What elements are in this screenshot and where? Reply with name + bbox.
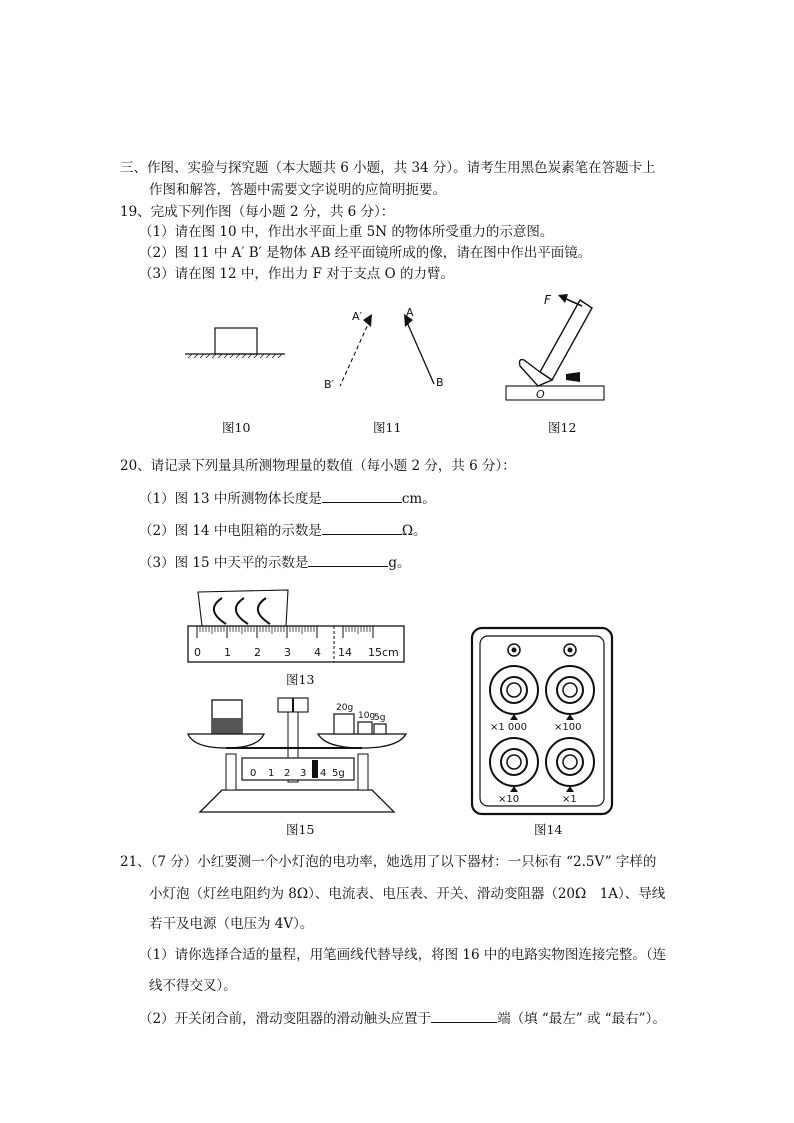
answer-blank-slider-end[interactable] <box>431 1008 497 1023</box>
figure-15-caption: 图15 <box>286 822 315 837</box>
figure-13-caption: 图13 <box>286 672 315 687</box>
figure-14-caption: 图14 <box>534 822 563 837</box>
label-b-prime: B′ <box>324 378 335 391</box>
answer-blank-length[interactable] <box>322 488 402 503</box>
label-b: B <box>436 376 444 389</box>
dial-label-x100: ×100 <box>554 722 582 733</box>
ruler-tick-0: 0 <box>194 646 201 659</box>
dial-label-x1: ×1 <box>562 794 577 805</box>
balance-base <box>200 790 394 812</box>
nail <box>566 372 580 382</box>
weight-label-10g: 10g <box>358 711 376 721</box>
slider-tick-3: 3 <box>300 768 307 779</box>
q20-item-3 <box>139 552 411 573</box>
rider <box>312 760 318 778</box>
slider-tick-2: 2 <box>284 768 291 779</box>
base-plate <box>506 386 604 400</box>
label-a-prime: A′ <box>352 310 363 323</box>
image-line <box>340 320 370 386</box>
ruler-tick-4: 4 <box>314 646 321 659</box>
figure-11 <box>320 300 460 400</box>
label-force: F <box>544 293 551 307</box>
q20-title: 20、请记录下列量具所测物理量的数值（每小题 2 分，共 6 分）： <box>120 458 516 474</box>
q20-item-1 <box>139 488 436 509</box>
answer-blank-resistance[interactable] <box>322 520 402 535</box>
q21-line-2: 小灯泡（灯丝电阻约为 8Ω）、电流表、电压表、开关、滑动变阻器（20Ω 1A）、导线 <box>149 886 666 902</box>
figure-11-caption: 图11 <box>373 420 402 435</box>
ruler-tick-15: 15cm <box>368 646 399 659</box>
slider-tick-1: 1 <box>268 768 275 779</box>
force-arrowhead <box>558 294 568 303</box>
block <box>215 328 257 354</box>
weight-label-20g: 20g <box>336 703 354 713</box>
slider-tick-5g: 5g <box>332 768 345 779</box>
figure-12-caption: 图12 <box>548 420 577 435</box>
section-heading: 三、作图、实验与探究题（本大题共 6 小题，共 34 分）。请考生用黑色炭素笔在答题卡上 <box>120 160 656 176</box>
ruler-tick-2: 2 <box>254 646 261 659</box>
q20-item-3-text: （3）图 15 中天平的示数是 <box>139 555 309 571</box>
right-pan <box>318 734 406 748</box>
q19-title: 19、完成下列作图（每小题 2 分，共 6 分）： <box>120 204 395 220</box>
label-a: A <box>406 306 414 319</box>
object-line <box>406 320 434 384</box>
label-pivot: O <box>536 388 545 401</box>
q19-item-1: （1）请在图 10 中，作出水平面上重 5N 的物体所受重力的示意图。 <box>139 224 554 240</box>
figure-10-caption: 图10 <box>222 420 251 435</box>
slider-tick-4: 4 <box>320 768 327 779</box>
q20-item-2-unit: Ω。 <box>401 523 427 539</box>
figure-13 <box>186 586 408 666</box>
q20-item-1-text: （1）图 13 中所测物体长度是 <box>139 491 322 507</box>
weight-20g <box>334 714 354 734</box>
dial-label-x10: ×10 <box>498 794 520 805</box>
slider-tick-0: 0 <box>250 768 257 779</box>
q19-item-3: （3）请在图 12 中，作出力 F 对于支点 O 的力臂。 <box>139 266 454 282</box>
section-heading-continued: 作图和解答，答题中需要文字说明的应简明扼要。 <box>149 182 446 198</box>
arrow-a-prime <box>363 314 372 327</box>
dial-label-x1000: ×1 000 <box>490 722 528 733</box>
q20-item-2 <box>139 520 427 541</box>
q21-item-1-continued: 线不得交叉）。 <box>149 978 237 994</box>
figure-14 <box>468 624 616 816</box>
q21-line-1: 21、（7 分）小红要测一个小灯泡的电功率，她选用了以下器材：一只标有 “2.5V” 字样的 <box>120 854 657 870</box>
q21-item-2-text: （2）开关闭合前，滑动变阻器的滑动触头应置于 <box>139 1011 432 1027</box>
ruler-tick-3: 3 <box>284 646 291 659</box>
answer-blank-mass[interactable] <box>308 552 388 567</box>
left-pan <box>188 734 264 748</box>
figure-10 <box>180 320 290 360</box>
q20-item-1-unit: cm。 <box>401 491 436 507</box>
q21-item-2 <box>139 1008 666 1029</box>
lever-handle <box>540 300 592 380</box>
ground-hatch <box>188 354 282 358</box>
figure-12 <box>500 290 610 405</box>
ruler-tick-1: 1 <box>224 646 231 659</box>
q21-item-1: （1）请你选择合适的量程，用笔画线代替导线，将图 16 中的电路实物图连接完整。（连 <box>139 947 667 963</box>
weight-label-5g: 5g <box>374 713 386 723</box>
q21-item-2-suffix: 端（填 “最左” 或 “最右”）。 <box>497 1011 666 1027</box>
ruler-tick-14: 14 <box>338 646 352 659</box>
q20-item-2-text: （2）图 14 中电阻箱的示数是 <box>139 523 322 539</box>
figure-15 <box>186 690 408 818</box>
weight-5g <box>374 724 386 734</box>
weight-10g <box>358 722 372 734</box>
q20-item-3-unit: g。 <box>388 555 411 571</box>
q21-line-3: 若干及电源（电压为 4V）。 <box>149 916 314 932</box>
q19-item-2: （2）图 11 中 A′ B′ 是物体 AB 经平面镜所成的像，请在图中作出平面镜。 <box>139 245 592 261</box>
